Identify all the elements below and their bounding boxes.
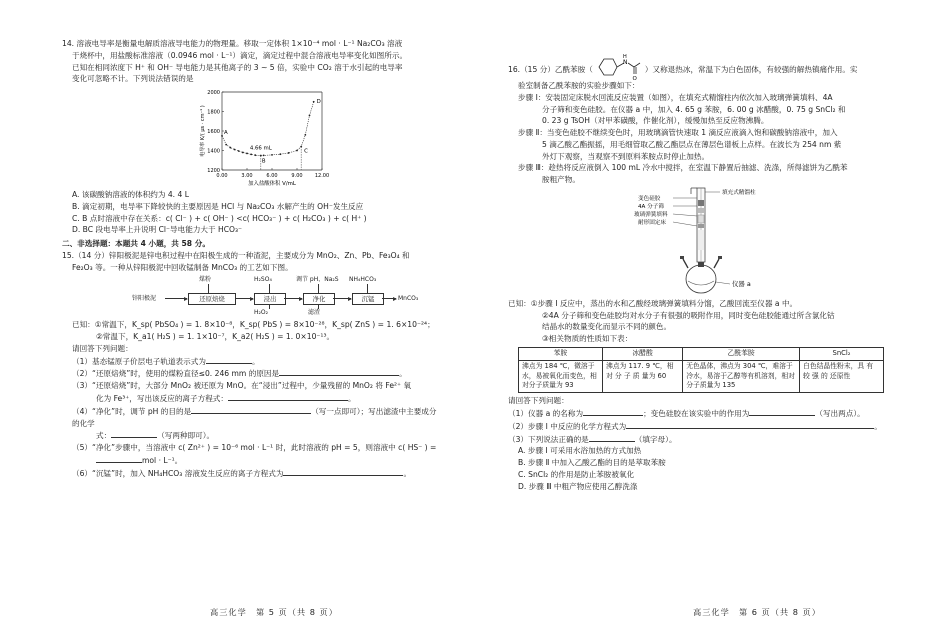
- q16-step3-1: 步骤 Ⅲ：趁热将反应液倒入 100 mL 冷水中搅拌，在室温下静置后抽滤、洗涤，所得滤饼为乙酰苯: [518, 163, 848, 173]
- q16-step1-2: 分子筛和变色硅胶。在仪器 a 中，加入 4. 65 g 苯胺，6. 00 g 冰醋酸，0. 75 g SnCl₂ 和: [542, 104, 846, 114]
- table-header: 冰醋酸: [602, 347, 682, 360]
- flow-arrow-1: [165, 298, 187, 299]
- data-point: [279, 153, 281, 155]
- footer-page-6: 高三化学 第 6 页（共 8 页）: [693, 607, 821, 617]
- q16-sub-3: （3）下列说法正确的是 （填字母）。: [508, 434, 677, 444]
- data-point: [254, 154, 256, 156]
- flow-step-purify: 净化: [303, 293, 335, 305]
- flow-up-arrow-h2o2: [269, 304, 270, 309]
- q15-known-1: 已知：①常温下，K_sp( PbSO₄ ) = 1. 8×10⁻⁸，K_sp( PbS ) = 8×10⁻²⁸，K_sp( ZnS ) = 1. 6×10⁻²⁴；: [72, 320, 435, 330]
- q16-option-a: A. 步骤 Ⅰ 可采用水浴加热的方式加热: [518, 446, 642, 456]
- q15-sub-5b: mol · L⁻¹。: [62, 454, 444, 467]
- label-instrument-a: 仪器 a: [732, 279, 751, 288]
- page-6: [475, 0, 950, 631]
- flow-down-arrow-4: [367, 284, 368, 293]
- q15-sub-2: （2）“还原焙烧”时，使用的煤粉直径≤0. 246 mm 的原因是 。: [72, 369, 407, 379]
- answer-blank[interactable]: [749, 407, 815, 416]
- data-point: [271, 154, 273, 156]
- footer-page-5: 高三化学 第 5 页（共 8 页）: [210, 607, 338, 617]
- properties-table: [518, 347, 884, 393]
- table-header: 乙酰苯胺: [683, 347, 800, 360]
- question-14: [62, 38, 444, 236]
- q16-known-2b: 结晶水的数量变化而显示不同的颜色。: [542, 322, 672, 332]
- flow-arrow-2: [235, 298, 253, 299]
- y-tick-label: 1200: [207, 167, 220, 174]
- q14-option-b: B. 滴定初期，电导率下降较快的主要原因是 HCl 与 Na₂CO₃ 水解产生的 OH⁻发生反应: [72, 201, 364, 211]
- answer-blank[interactable]: [626, 420, 874, 429]
- table-header-row: [519, 347, 884, 360]
- table-cell: 沸点为 117. 9 ℃，相 对 分 子 质 量为 60: [602, 360, 682, 393]
- y-tick-label: 1600: [207, 128, 220, 135]
- q16-sub-1: （1）仪器 a 的名称为 ；变色硅胶在该实验中的作用为 （写出两点）。: [508, 409, 865, 419]
- q16-step2-2: 5 滴乙酸乙酯振摇，用毛细管取乙酸乙酯层点在薄层色谱板上点样。在波长为 254 nm 紫: [542, 139, 842, 149]
- q14-stem-3: 已知在相同浓度下 H⁺ 和 OH⁻ 导电能力是其他离子的 3 ~ 5 倍，实验中 CO₂ 溶于水引起的电导率: [72, 62, 403, 72]
- q16-step2-1: 步骤 Ⅱ：当变色硅胶不继续变色时，用玻璃滴管快速取 1 滴反应液滴入饱和碳酸钠溶液中，加入: [518, 128, 838, 138]
- question-16: [508, 54, 903, 492]
- q16-known-1: 已知：①步骤 Ⅰ 反应中，蒸出的水和乙酸经玻璃弹簧填料分馏，乙酸回流至仪器 a 中。: [508, 298, 798, 308]
- answer-blank[interactable]: [283, 467, 403, 476]
- y-tick-label: 2000: [207, 89, 220, 96]
- answer-blank[interactable]: [111, 429, 157, 438]
- q16-option-c: C. SnCl₂ 的作用是防止苯胺被氧化: [518, 469, 635, 479]
- q15-stem-1: 15.（14 分）锌阳极泥是锌电积过程中在阳极生成的一种渣泥，主要成分为 MnO₂、Zn、Pb、Fe₃O₄ 和: [62, 250, 410, 260]
- answer-blank[interactable]: [589, 433, 635, 442]
- table-cell: 无色晶体，沸点为 304 ℃，难溶于冷水，易溶于乙醇等有机溶剂，相对分子质量为 135: [683, 360, 800, 393]
- q16-step1-3: 0. 23 g TsOH（对甲苯磺酸，作催化剂），缓慢加热至反应物沸腾。: [542, 116, 769, 126]
- y-axis-label: 电导率 K/( μs · cm⁻¹ ): [200, 105, 206, 157]
- flow-arrow-5: [382, 298, 396, 299]
- answer-blank[interactable]: [228, 392, 348, 401]
- q15-known-2: ②常温下，K_a1( H₂S ) = 1. 1×10⁻⁷，K_a2( H₂S ) = 1. 0×10⁻¹³。: [96, 332, 335, 342]
- data-point: [263, 155, 265, 157]
- process-flow-diagram: [62, 275, 444, 317]
- data-point: [225, 144, 227, 146]
- data-point: [288, 152, 290, 154]
- q16-known-3: ③相关物质的性质如下表：: [542, 334, 633, 344]
- question-15: [62, 250, 444, 479]
- q14-stem-4: 变化可忽略不计。下列说法错误的是: [72, 74, 194, 84]
- q16-head: 16.（15 分）乙酰苯胺（ N H O ）又称退热冰，常温下为白色固体，有较强的解热镇痛作用。实: [508, 54, 858, 80]
- left-column: [62, 38, 444, 479]
- q16-option-d: D. 步骤 Ⅲ 中粗产物应使用乙醇洗涤: [518, 481, 638, 491]
- flow-residue: 滤渣: [308, 309, 321, 317]
- flow-reagent-h2so4: H₂SO₄: [254, 276, 272, 284]
- answer-blank[interactable]: [191, 405, 311, 414]
- chart-annotation: B: [261, 158, 266, 165]
- data-point: [221, 135, 223, 137]
- flow-down-arrow-1: [208, 284, 209, 293]
- flow-reagent-h2o2: H₂O₂: [254, 309, 269, 317]
- table-row: [519, 360, 884, 393]
- q16-ask: 请回答下列问题：: [508, 396, 569, 406]
- y-tick-label: 1400: [207, 148, 220, 155]
- flow-output: MnCO₃: [398, 295, 419, 303]
- flow-step-roast: 还原焙烧: [188, 293, 236, 305]
- flow-down-arrow-residue: [318, 304, 319, 309]
- table-cell: 白色结晶性粉末，具 有 较 强 的 还原性: [800, 360, 884, 393]
- x-tick-label: 12.00: [314, 173, 330, 180]
- flow-step-leach: 浸出: [254, 293, 286, 305]
- q14-option-d: D. BC 段电导率上升说明 Cl⁻导电能力大于 HCO₃⁻: [72, 225, 243, 235]
- data-point: [309, 115, 311, 117]
- label-column: 填充式精馏柱: [722, 189, 756, 196]
- data-point: [234, 149, 236, 151]
- q16-sub-2: （2）步骤 Ⅰ 中反应的化学方程式为 。: [508, 421, 882, 431]
- x-tick-label: 3.00: [241, 173, 253, 180]
- q15-sub-1: （1）基态锰原子价层电子轨道表示式为 。: [72, 356, 260, 366]
- data-point: [238, 150, 240, 152]
- q15-sub-5a: （5）“净化”步骤中，当溶液中 c( Zn²⁺ ) = 10⁻⁶ mol · L⁻¹ 时，此时溶液的 pH = 5，则溶液中 c( HS⁻ ) =: [72, 443, 437, 453]
- q14-option-c: C. B 点时溶液中存在关系：c( Cl⁻ ) + c( OH⁻ ) <c( HCO₃⁻ ) + c( H₂CO₃ ) + c( H⁺ ): [72, 213, 367, 223]
- label-sieve: 4A 分子筛: [638, 203, 664, 210]
- table-header: 苯胺: [519, 347, 603, 360]
- x-tick-label: 6.00: [266, 173, 278, 180]
- chart-annotation: 4.66 mL: [249, 145, 272, 152]
- flow-step-precipitate: 沉锰: [352, 293, 384, 305]
- x-tick-label: 0.00: [216, 173, 228, 180]
- x-tick-label: 9.00: [291, 173, 303, 180]
- answer-blank[interactable]: [279, 367, 399, 376]
- q16-option-b: B. 步骤 Ⅱ 中加入乙酸乙酯的目的是萃取苯胺: [518, 458, 666, 468]
- q16-step2-3: 外灯下观察，当观察不到原料苯胺点时停止加热。: [542, 151, 710, 161]
- flow-arrow-3: [284, 298, 302, 299]
- x-axis-label: 加入盐酸体积 V/mL: [248, 181, 296, 188]
- label-glass-spring: 玻璃弹簧填料: [634, 211, 668, 218]
- q15-sub-6: （6）“沉锰”时，加入 NH₄HCO₃ 溶液发生反应的离子方程式为 。: [72, 468, 412, 478]
- q16-step1-1: 步骤 Ⅰ：安装固定床脱水回流反应装置（如图），在填充式精馏柱内依次加入玻璃弹簧填料、4A: [518, 92, 833, 102]
- chart-annotation: D: [316, 98, 321, 105]
- q14-option-a: A. 该碳酸钠溶液的体积约为 4. 4 L: [72, 190, 189, 200]
- q16-known-2a: ②4A 分子筛和变色硅胶均对水分子有很强的吸附作用，同时变色硅胶能通过所含氯化钴: [542, 310, 835, 320]
- q16-step3-2: 胺粗产物。: [542, 175, 580, 185]
- data-point: [242, 152, 244, 154]
- chart-annotation: A: [224, 129, 228, 136]
- q16-line-2: 验室制备乙酰苯胺的实验步骤如下：: [518, 81, 640, 90]
- flow-reagent-coal: 煤粉: [199, 276, 212, 284]
- flow-input: 锌阳极泥: [132, 295, 157, 303]
- flow-down-arrow-3: [318, 284, 319, 293]
- answer-blank[interactable]: [96, 454, 142, 463]
- structure-o: O: [632, 76, 637, 80]
- q14-stem-1: 14. 溶液电导率是衡量电解质溶液导电能力的物理量。移取一定体积 1×10⁻⁴ mol · L⁻¹ Na₂CO₃ 溶液: [62, 39, 403, 48]
- q15-sub-3b: 化为 Fe³⁺，写出该反应的离子方程式： 。: [96, 394, 356, 404]
- table-cell: 沸点为 184 ℃，微溶于水，易被氧化而变色，相对分子质量为 93: [519, 360, 603, 393]
- q15-ask: 请回答下列问题：: [72, 343, 133, 353]
- answer-blank[interactable]: [583, 407, 643, 416]
- acetanilide-structure: [593, 54, 645, 80]
- right-column: [508, 40, 903, 492]
- label-silica: 变色硅胶: [638, 195, 661, 202]
- y-tick-label: 1800: [207, 109, 220, 116]
- data-point: [296, 150, 298, 152]
- q15-sub-4a: （4）“净化”时，调节 pH 的目的是 （写一点即可）；写出滤渣中主要成分的化学: [72, 406, 437, 428]
- q15-stem-2: Fe₂O₃ 等。一种从锌阳极泥中回收锰制备 MnCO₃ 的工艺如下图。: [72, 262, 293, 272]
- answer-blank[interactable]: [206, 355, 252, 364]
- data-point: [304, 134, 306, 136]
- label-fixed-bed: 耐形固定床: [638, 219, 666, 226]
- flow-reagent-ph: 调节 pH、Na₂S: [296, 276, 339, 284]
- flow-down-arrow-2: [269, 284, 270, 293]
- apparatus-diagram: [508, 186, 903, 298]
- table-header: SnCl₂: [800, 347, 884, 360]
- chart-annotation: C: [304, 148, 308, 155]
- structure-h: H: [622, 54, 627, 60]
- data-point: [246, 153, 248, 155]
- flow-arrow-4: [333, 298, 351, 299]
- q15-sub-4b: 式： （写两种即可）。: [96, 431, 215, 441]
- q15-sub-3a: （3）“还原焙烧”时，大部分 MnO₂ 被还原为 MnO。在“浸出”过程中，少量残留的 MnO₂ 将 Fe²⁺ 氧: [72, 381, 412, 391]
- structure-n: N: [622, 59, 628, 66]
- conductivity-chart: [62, 86, 444, 188]
- flow-reagent-nh4hco3: NH₄HCO₃: [349, 276, 377, 284]
- data-point: [229, 147, 231, 149]
- section-2-heading: 二、非选择题：本题共 4 小题，共 58 分。: [62, 239, 210, 249]
- data-point: [313, 101, 315, 103]
- q14-stem-2: 于烧杯中，用盐酸标准溶液（0.0946 mol · L⁻¹）滴定，滴定过程中混合溶液电导率变化如图所示。: [72, 50, 408, 60]
- data-point: [250, 154, 252, 156]
